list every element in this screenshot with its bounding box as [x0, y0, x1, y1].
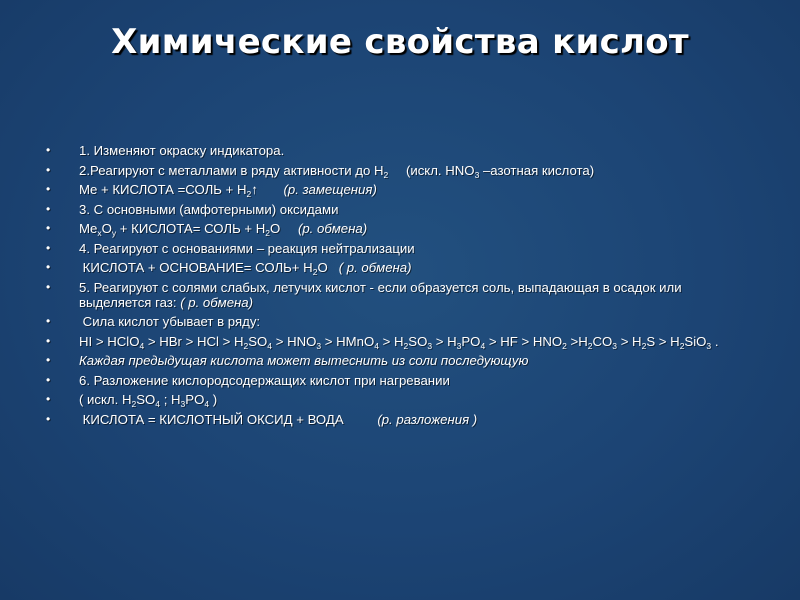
acid-strength-series: • HI > HClO$_4$ > HBr > HCl > $H_2SO_4 > HNO_3$ > HMnO$_4$ > $H_2SO_3 > H_3PO_4$ > HF > $HNO_2 >H_2CO_3 > H_2S > H_2SiO_3$ .	[46, 333, 719, 351]
list-item: • 2.Реагируют с металлами в ряду активности до $H_2$ (искл. $HNO_3$ –азотная кислота)	[46, 162, 595, 180]
bullet-icon: •	[46, 372, 51, 387]
list-item: • Сила кислот убывает в ряду:	[46, 314, 261, 329]
bullet-icon: •	[46, 201, 51, 216]
bullet-icon: •	[46, 314, 51, 328]
bullet-icon: •	[46, 182, 51, 196]
list-item: • Каждая предыдущая кислота может вытеснить из соли последующую	[46, 353, 529, 368]
bullet-icon: •	[46, 143, 51, 157]
list-item: • $Me_xO_y$ + КИСЛОТА= СОЛЬ + $H_2O$ (р. обмена)	[46, 221, 368, 238]
list-item: • КИСЛОТА + ОСНОВАНИЕ= СОЛЬ+ $H_2O$ ( р. обмена)	[46, 260, 412, 277]
list-item: • 1. Изменяют окраску индикатора.	[46, 143, 285, 158]
reaction-type-note: ( р. обмена)	[338, 260, 412, 275]
bullet-icon: •	[46, 221, 51, 235]
list-item: • Me + КИСЛОТА =СОЛЬ + $H_2↑$ (р. замещения)	[46, 182, 377, 199]
reaction-type-note: (р. обмена)	[297, 221, 368, 236]
reaction-type-note: ( р. обмена)	[180, 294, 254, 310]
list-item: • ( искл. $H_2SO_4$ ; $H_3PO_4$ )	[46, 392, 218, 409]
reaction-type-note: (р. замещения)	[283, 182, 377, 197]
list-item: • 4. Реагируют с основаниями – реакция нейтрализации	[46, 240, 415, 256]
list-item: • КИСЛОТА = КИСЛОТНЫЙ ОКСИД + ВОДА (р. разложения )	[46, 411, 478, 427]
bullet-icon: •	[46, 333, 51, 348]
list-item: • 3. С основными (амфотерными) оксидами	[46, 201, 339, 217]
bullet-icon: •	[46, 353, 51, 367]
gas-arrow-icon: ↑	[251, 182, 258, 197]
reaction-type-note: (р. разложения )	[377, 411, 478, 427]
list-item: • 5. Реагируют с солями слабых, летучих кислот - если образуется соль, выпадающая в осадок или выделяется газ: ( р. обмена)	[46, 279, 682, 310]
bullet-icon: •	[46, 162, 51, 177]
bullet-icon: •	[46, 411, 51, 426]
slide-title: Химические свойства кислот	[111, 22, 689, 62]
property-list	[46, 143, 746, 431]
bullet-icon: •	[46, 260, 51, 274]
bullet-icon: •	[46, 392, 51, 406]
bullet-icon: •	[46, 279, 51, 294]
bullet-icon: •	[46, 240, 51, 255]
list-item: • 6. Разложение кислородсодержащих кислот при нагревании	[46, 372, 450, 388]
